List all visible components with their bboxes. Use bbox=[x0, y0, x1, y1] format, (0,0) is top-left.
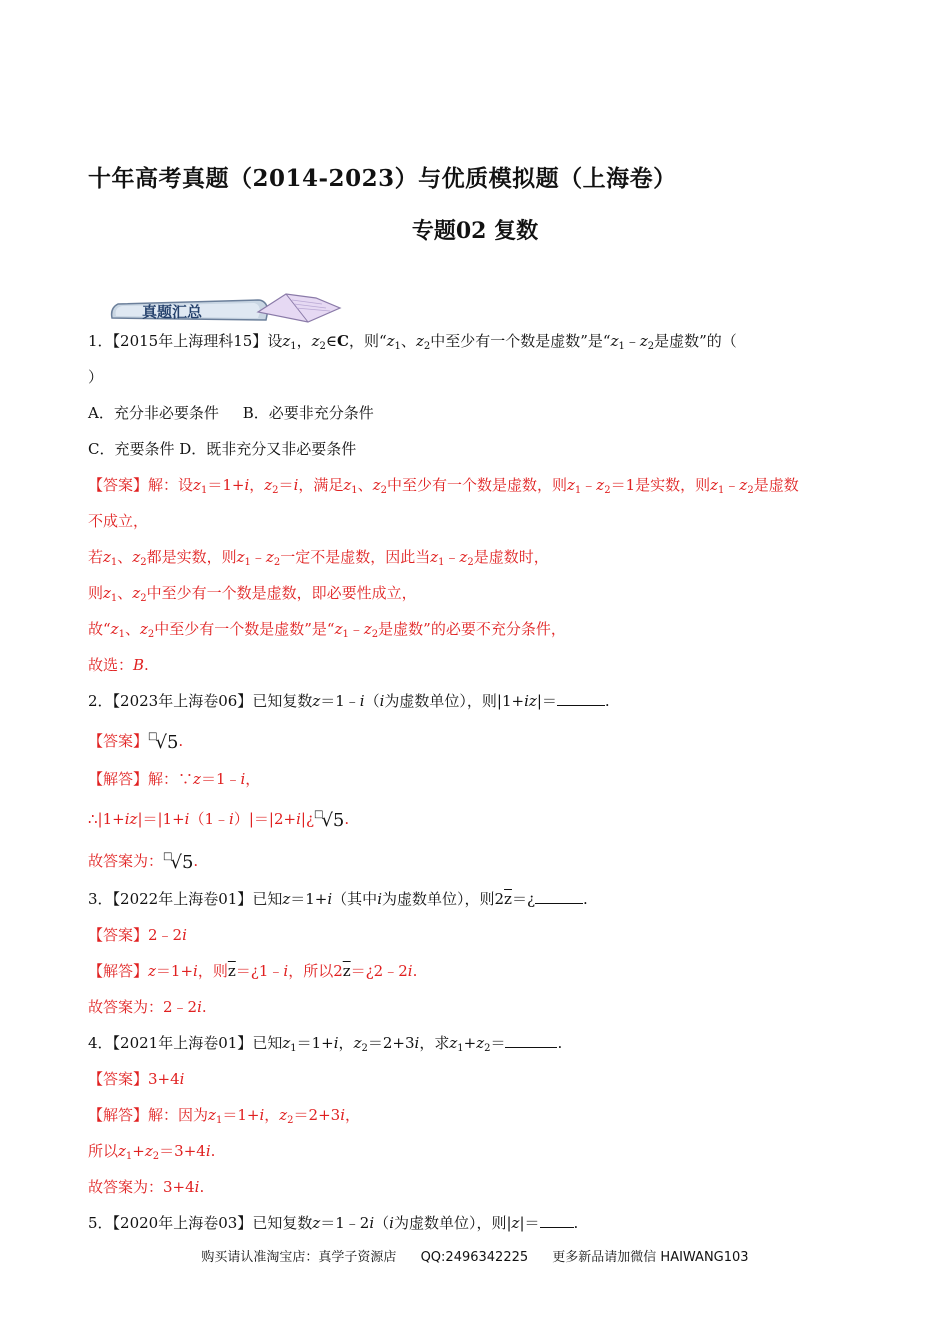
open-book-icon bbox=[258, 294, 340, 322]
q4-stem: 4．【2021年上海卷01】已知$z_1=1+i$，$z_2=2+3i$，求$z_1+z_2=$ . bbox=[88, 1034, 563, 1054]
q1-answer: 【答案】解：设$z_1=1+i$，$z_2=i$，满足$z_1$、$z_2$中至少有一个数是虚数，则$z_1﹣z_2=1$是实数，则$z_1﹣z_2$是虚数 bbox=[88, 476, 799, 496]
answer-blank[interactable] bbox=[505, 1033, 557, 1048]
q3-stem: 3．【2022年上海卷01】已知z＝1+i（其中i为虚数单位），则$2\overline{z}=¿$ . bbox=[88, 890, 588, 908]
footer-qq: QQ:2496342225 bbox=[420, 1250, 529, 1265]
section-banner bbox=[108, 290, 348, 326]
q1-stem: 1．【2015年上海理科15】设$z_1$，$z_2\in C$，则“$z_1$、$z_2$中至少有一个数是虚数”是“$z_1﹣z_2$是虚数”的（ bbox=[88, 332, 737, 352]
answer-blank[interactable] bbox=[557, 691, 605, 706]
document-subtitle: 专题02 复数 bbox=[411, 218, 539, 244]
q1-option-a[interactable]: A．充分非必要条件 bbox=[88, 404, 219, 422]
q1-answer-line4: 则$z_1$、$z_2$中至少有一个数是虚数，即必要性成立， bbox=[88, 584, 417, 604]
q1-answer-line3: 若$z_1$、$z_2$都是实数，则$z_1﹣z_2$一定不是虚数，因此当$z_1﹣z_2$是虚数时， bbox=[88, 548, 549, 568]
q1-options-ab bbox=[88, 403, 878, 423]
q2-stem: 2．【2023年上海卷06】已知复数z＝1﹣i（i为虚数单位），则|1+iz|＝ . bbox=[88, 692, 610, 710]
banner-label: 真题汇总 bbox=[142, 303, 203, 321]
answer-blank[interactable] bbox=[535, 889, 583, 904]
answer-blank[interactable] bbox=[540, 1213, 574, 1228]
q1-stem-close: ） bbox=[88, 368, 104, 386]
q4-solution: 【解答】解：因为$z_1=1+i$，$z_2=2+3i$， bbox=[88, 1106, 361, 1126]
page-footer bbox=[0, 1246, 950, 1265]
footer-shop: 购买请认准淘宝店：真学子资源店 bbox=[201, 1250, 397, 1265]
q4-final: 故答案为：3+4i. bbox=[88, 1178, 205, 1196]
q4-solution-line2: 所以$z_1+z_2=3+4i$. bbox=[88, 1142, 216, 1162]
q2-final: 故答案为：□√5. bbox=[88, 851, 199, 873]
q1-answer-choice: 故选：B. bbox=[88, 656, 149, 674]
questions bbox=[88, 331, 878, 1249]
q1-option-b[interactable]: B．必要非充分条件 bbox=[242, 404, 374, 422]
q3-solution: 【解答】z＝1+i，则$\overline{z}=¿1﹣i$，所以$2\overline{z}=¿2﹣2i$. bbox=[88, 962, 418, 980]
q1-option-c[interactable]: C．充要条件 bbox=[88, 440, 175, 458]
q1-answer-line5: 故“$z_1$、$z_2$中至少有一个数是虚数”是“$z_1﹣z_2$是虚数”的必要不充分条件， bbox=[88, 620, 566, 640]
document-title: 十年高考真题（2014-2023）与优质模拟题（上海卷） bbox=[88, 165, 677, 192]
q1-option-d[interactable]: D．既非充分又非必要条件 bbox=[179, 440, 357, 458]
q3-answer: 【答案】2﹣2i bbox=[88, 926, 187, 944]
q4-answer: 【答案】3+4i bbox=[88, 1070, 185, 1088]
q5-stem: 5．【2020年上海卷03】已知复数z＝1﹣2i（i为虚数单位），则|z|＝ . bbox=[88, 1214, 579, 1232]
q1-answer-line2: 不成立， bbox=[88, 512, 149, 530]
q2-answer: 【答案】□√5. bbox=[88, 731, 184, 753]
q1-options-cd bbox=[88, 439, 878, 459]
q2-solution-line2: ∴|1+iz|＝|1+i（1﹣i）|＝|2+i|¿□√5. bbox=[88, 809, 350, 831]
q2-solution: 【解答】解：∵z＝1﹣i， bbox=[88, 770, 261, 788]
q3-final: 故答案为：2﹣2i. bbox=[88, 998, 207, 1016]
footer-wechat: 更多新品请加微信 HAIWANG103 bbox=[552, 1250, 749, 1265]
